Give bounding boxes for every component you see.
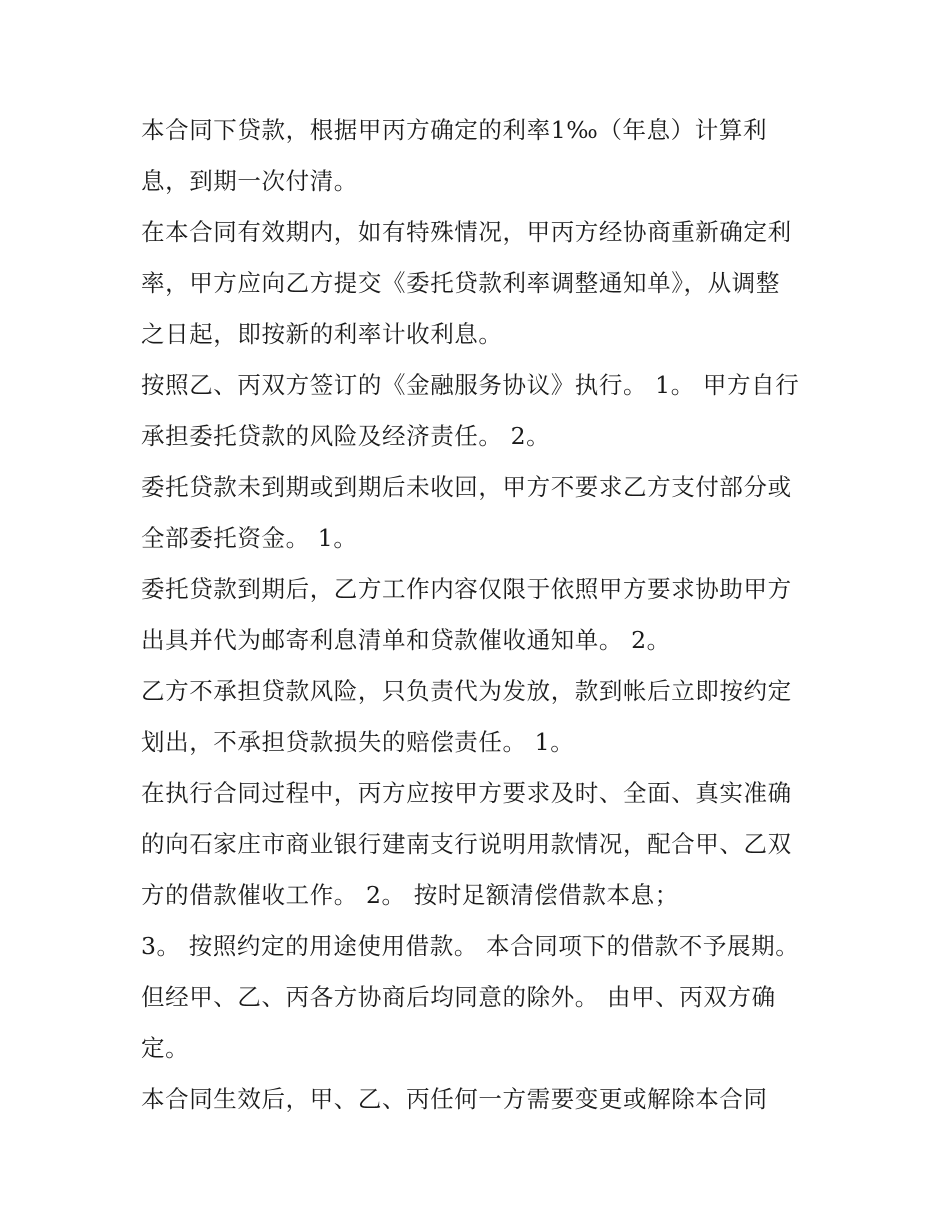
text-line: 率，甲方应向乙方提交《委托贷款利率调整通知单》，从调整 <box>141 269 780 297</box>
text-line: 本合同生效后，甲、乙、丙任何一方需要变更或解除本合同 <box>141 1085 768 1113</box>
text-line: 划出，不承担贷款损失的赔偿责任。 1。 <box>141 728 575 756</box>
paragraph-unrecovered-loan <box>141 462 813 564</box>
paragraph-loan-usage <box>141 921 813 1074</box>
text-line: 3。 按照约定的用途使用借款。 本合同项下的借款不予展期。 <box>141 932 800 960</box>
text-line: 全部委托资金。 1。 <box>141 524 358 552</box>
text-line: 在本合同有效期内，如有特殊情况，甲丙方经协商重新确定利 <box>141 218 792 246</box>
paragraph-after-maturity <box>141 564 813 666</box>
paragraph-contract-change <box>141 1074 813 1125</box>
text-line: 的向石家庄市商业银行建南支行说明用款情况，配合甲、乙双 <box>141 830 792 858</box>
text-line: 委托贷款到期后，乙方工作内容仅限于依照甲方要求协助甲方 <box>141 575 792 603</box>
text-line: 息，到期一次付清。 <box>141 167 358 195</box>
paragraph-no-risk <box>141 666 813 768</box>
text-line: 方的借款催收工作。 2。 按时足额清偿借款本息； <box>141 881 679 909</box>
text-line: 但经甲、乙、丙各方协商后均同意的除外。 由甲、丙双方确 <box>141 983 776 1011</box>
text-line: 乙方不承担贷款风险，只负责代为发放，款到帐后立即按约定 <box>141 677 792 705</box>
paragraph-service-agreement <box>141 360 813 462</box>
paragraph-contract-execution <box>141 768 813 921</box>
text-line: 本合同下贷款，根据甲丙方确定的利率1‰（年息）计算利 <box>141 116 768 144</box>
text-line: 之日起，即按新的利率计收利息。 <box>141 320 503 348</box>
document-body <box>141 105 813 1125</box>
text-line: 承担委托贷款的风险及经济责任。 2。 <box>141 422 551 450</box>
paragraph-rate-adjustment <box>141 207 813 360</box>
text-line: 委托贷款未到期或到期后未收回，甲方不要求乙方支付部分或 <box>141 473 792 501</box>
text-line: 在执行合同过程中，丙方应按甲方要求及时、全面、真实准确 <box>141 779 792 807</box>
text-line: 按照乙、丙双方签订的《金融服务协议》执行。 1。 甲方自行 <box>141 371 800 399</box>
paragraph-interest-rate <box>141 105 813 207</box>
text-line: 定。 <box>141 1034 190 1062</box>
text-line: 出具并代为邮寄利息清单和贷款催收通知单。 2。 <box>141 626 671 654</box>
